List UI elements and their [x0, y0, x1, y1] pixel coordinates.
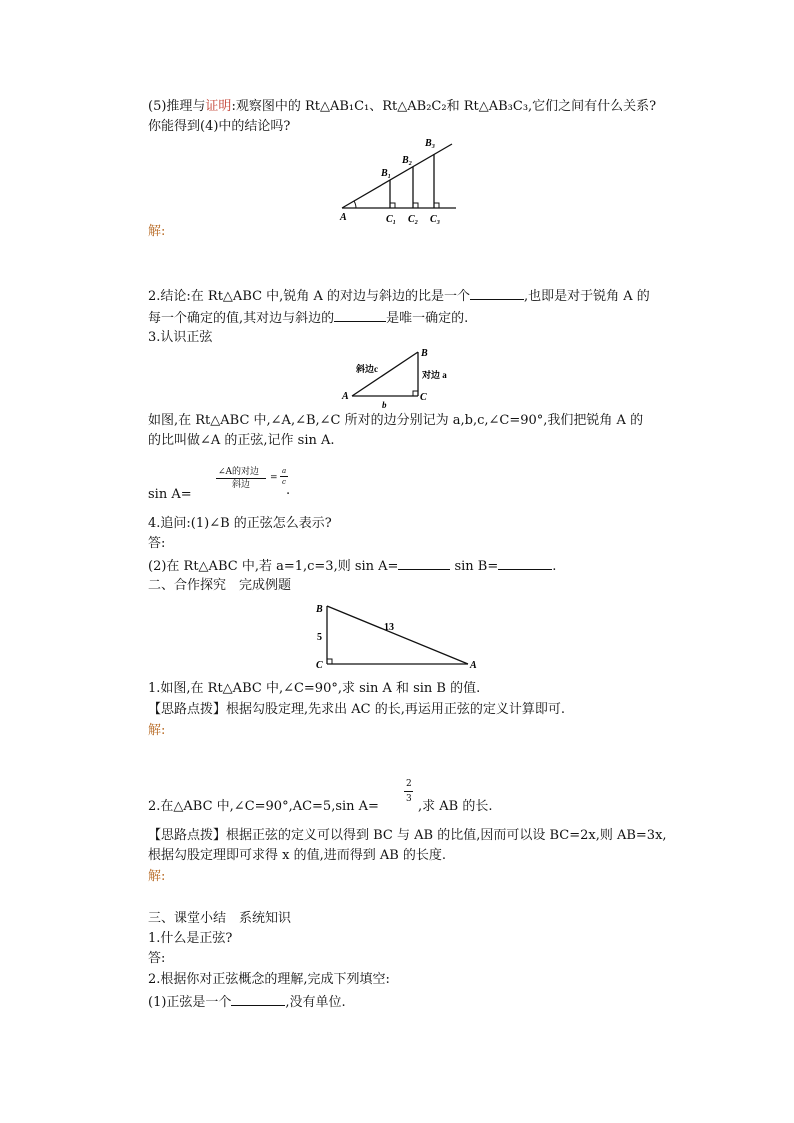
q5-line1-text-b: :观察图中的 Rt△AB₁C₁、Rt△AB₂C₂和 Rt△AB₃C₃,它们之间有什么关系?: [231, 99, 657, 114]
ex1-solution: 解:: [148, 723, 166, 738]
label-hyp: 斜边c: [356, 364, 378, 374]
angle-arc-a: [354, 201, 356, 208]
frac-denominator: 斜边: [232, 480, 251, 490]
label-opp: 对边 a: [422, 370, 447, 380]
frac-numerator: ∠A的对边: [218, 467, 260, 477]
conclusion-line2: [148, 309, 468, 327]
label-c: C: [420, 392, 427, 403]
q5-line1: [148, 99, 656, 115]
ex2-hint-line1: 【思路点拨】根据正弦的定义可以得到 BC 与 AB 的比值,因而可以设 BC=2x,则 AB=3x,: [148, 828, 667, 843]
section3-answer: 答:: [148, 951, 166, 966]
label-b2: B₂: [402, 155, 413, 166]
right-triangle-abc-figure: [338, 344, 468, 410]
frac-bar-small: [280, 476, 288, 477]
blank-sine-is[interactable]: [231, 993, 285, 1006]
know-sine-heading: 3.认识正弦: [148, 330, 213, 345]
section3-q2: 2.根据你对正弦概念的理解,完成下列填空:: [148, 972, 390, 987]
label-b: B: [421, 348, 428, 359]
label-b3: B₃: [425, 138, 436, 149]
section3-heading: 三、课堂小结 系统知识: [148, 911, 292, 926]
section3-q2-1-text-b: ,没有单位.: [285, 995, 346, 1010]
label-a: A: [470, 660, 477, 671]
label-adj: b: [382, 400, 387, 410]
section3-q2-1-text-a: (1)正弦是一个: [148, 995, 232, 1010]
conclusion-text-c: 每一个确定的值,其对边与斜边的: [148, 311, 335, 326]
ex2-solution: 解:: [148, 869, 166, 884]
q5-line2: 你能得到(4)中的结论吗?: [148, 119, 291, 134]
followup-answer: 答:: [148, 536, 166, 551]
ex2-question-b: ,求 AB 的长.: [418, 799, 493, 814]
hypotenuse-line: [342, 144, 452, 208]
side-hyp: [352, 352, 418, 396]
label-b1: B₁: [381, 168, 392, 179]
label-c: C: [316, 660, 323, 671]
conclusion-line1: [148, 287, 650, 305]
frac-bar: [216, 478, 266, 479]
followup-q2-text-b: sin B=: [454, 559, 499, 574]
section3-q2-1: [148, 993, 346, 1011]
ex2-fraction: [404, 779, 418, 807]
section2-heading: 二、合作探究 完成例题: [148, 578, 292, 593]
definition-line1: 如图,在 Rt△ABC 中,∠A,∠B,∠C 所对的边分别记为 a,b,c,∠C=90°,我们把锐角 A 的: [148, 413, 644, 428]
frac-c: c: [282, 478, 286, 486]
label-c3: C₃: [430, 214, 441, 225]
frac-equals: =: [270, 473, 278, 483]
q5-line1-text-a: (5)推理与: [148, 99, 206, 114]
conclusion-text-b: ,也即是对于锐角 A 的: [523, 289, 650, 304]
right-angle-c1: [390, 203, 395, 208]
blank-1[interactable]: [470, 287, 524, 300]
blank-sin-a[interactable]: [398, 557, 450, 570]
ex2-frac-num: 2: [406, 779, 412, 789]
conclusion-text-a: 2.结论:在 Rt△ABC 中,锐角 A 的对边与斜边的比是一个: [148, 289, 470, 304]
blank-sin-b[interactable]: [498, 557, 552, 570]
ex2-frac-den: 3: [406, 794, 412, 804]
followup-q2: [148, 557, 556, 575]
similar-triangles-figure: [330, 132, 470, 228]
q5-solution: 解:: [148, 224, 166, 239]
right-angle-c3: [434, 203, 439, 208]
label-a: A: [342, 391, 349, 402]
right-angle-c: [413, 391, 418, 396]
ex2-hint-line2: 根据勾股定理即可求得 x 的值,进而得到 AB 的长度.: [148, 848, 447, 863]
proof-link[interactable]: 证明: [205, 99, 232, 114]
ex2-frac-bar: [404, 791, 413, 792]
frac-a: a: [282, 467, 287, 475]
definition-line2: 的比叫做∠A 的正弦,记作 sin A.: [148, 433, 335, 448]
right-angle-c2: [413, 203, 418, 208]
conclusion-text-d: 是唯一确定的.: [386, 311, 469, 326]
label-side-ab: 13: [384, 622, 394, 633]
definition-period: .: [286, 483, 291, 498]
sin-a-label: sin A=: [148, 487, 192, 502]
label-c1: C₁: [386, 214, 397, 225]
blank-2[interactable]: [334, 309, 386, 322]
followup-q1: 4.追问:(1)∠B 的正弦怎么表示?: [148, 516, 332, 531]
section3-q1: 1.什么是正弦?: [148, 931, 233, 946]
label-b: B: [316, 604, 323, 615]
side-ab: [327, 606, 468, 664]
followup-q2-period: .: [552, 559, 557, 574]
label-c2: C₂: [408, 214, 419, 225]
label-side-bc: 5: [317, 632, 322, 643]
followup-q2-text-a: (2)在 Rt△ABC 中,若 a=1,c=3,则 sin A=: [148, 559, 399, 574]
label-a: A: [340, 212, 347, 223]
right-angle-c: [327, 659, 332, 664]
ex1-question: 1.如图,在 Rt△ABC 中,∠C=90°,求 sin A 和 sin B 的值.: [148, 681, 481, 696]
example-triangle-figure: [312, 598, 482, 672]
sine-fraction: [214, 467, 294, 493]
ex2-question-a: 2.在△ABC 中,∠C=90°,AC=5,sin A=: [148, 799, 379, 814]
ex1-hint: 【思路点拨】根据勾股定理,先求出 AC 的长,再运用正弦的定义计算即可.: [148, 702, 565, 717]
